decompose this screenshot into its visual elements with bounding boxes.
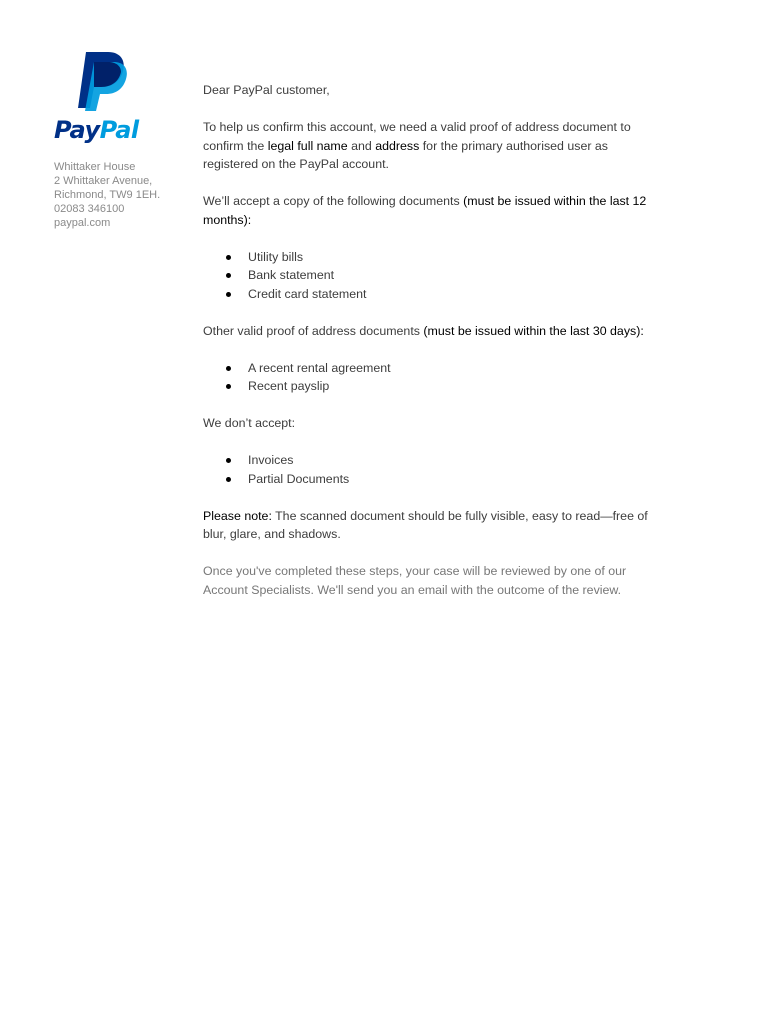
letter-body — [203, 81, 663, 618]
other-intro-text: Other valid proof of address documents — [203, 323, 424, 338]
intro-text: for the primary authorised user as registered on the PayPal account. — [203, 138, 608, 171]
other-intro — [203, 322, 663, 341]
paypal-wordmark — [54, 116, 184, 144]
accept-intro-text: We’ll accept a copy of the following documents — [203, 194, 464, 208]
accept-intro — [203, 192, 663, 229]
wordmark-pal: Pal — [99, 116, 139, 144]
address-line: Richmond, TW9 1EH. — [54, 189, 161, 201]
list-item: Utility bills — [248, 248, 663, 267]
not-accepted-docs-list — [203, 451, 663, 488]
intro-text: To help us confirm this account, we need a valid proof of address document to confirm the — [203, 120, 631, 153]
company-address — [54, 160, 184, 230]
intro-bold-address: address — [375, 138, 420, 153]
wordmark-pay: Pay — [54, 116, 100, 144]
closing-paragraph: Once you've completed these steps, your case will be reviewed by one of our Account Specialists. We'll send you an email with the outcome of the review. — [203, 564, 627, 597]
address-line: 2 Whittaker Avenue, — [54, 175, 153, 187]
other-docs-list — [203, 359, 663, 396]
not-accept-intro: We don’t accept: — [203, 416, 296, 430]
greeting: Dear PayPal customer, — [203, 83, 330, 97]
list-item: Bank statement — [248, 266, 663, 285]
note-paragraph — [203, 507, 663, 544]
intro-text: and — [347, 138, 376, 153]
intro-bold-name: legal full name — [267, 138, 348, 153]
accepted-docs-list — [203, 248, 663, 304]
note-label: Please note: — [203, 508, 272, 523]
address-line: Whittaker House — [54, 161, 136, 173]
other-intro-bold: (must be issued within the last 30 days): — [423, 323, 644, 338]
list-item: Partial Documents — [248, 470, 663, 489]
note-text: The scanned document should be fully visible, easy to read—free of blur, glare, and shadows. — [203, 508, 648, 541]
phone-number: 02083 346100 — [54, 203, 125, 215]
website-link[interactable]: paypal.com — [54, 217, 111, 229]
sidebar — [54, 50, 184, 230]
list-item: A recent rental agreement — [248, 359, 663, 378]
intro-paragraph — [203, 118, 663, 174]
list-item: Recent payslip — [248, 377, 663, 396]
list-item: Invoices — [248, 451, 663, 470]
paypal-logo-icon — [76, 50, 128, 112]
list-item: Credit card statement — [248, 285, 663, 304]
accept-intro-bold: (must be issued within the last 12 months): — [203, 194, 647, 227]
